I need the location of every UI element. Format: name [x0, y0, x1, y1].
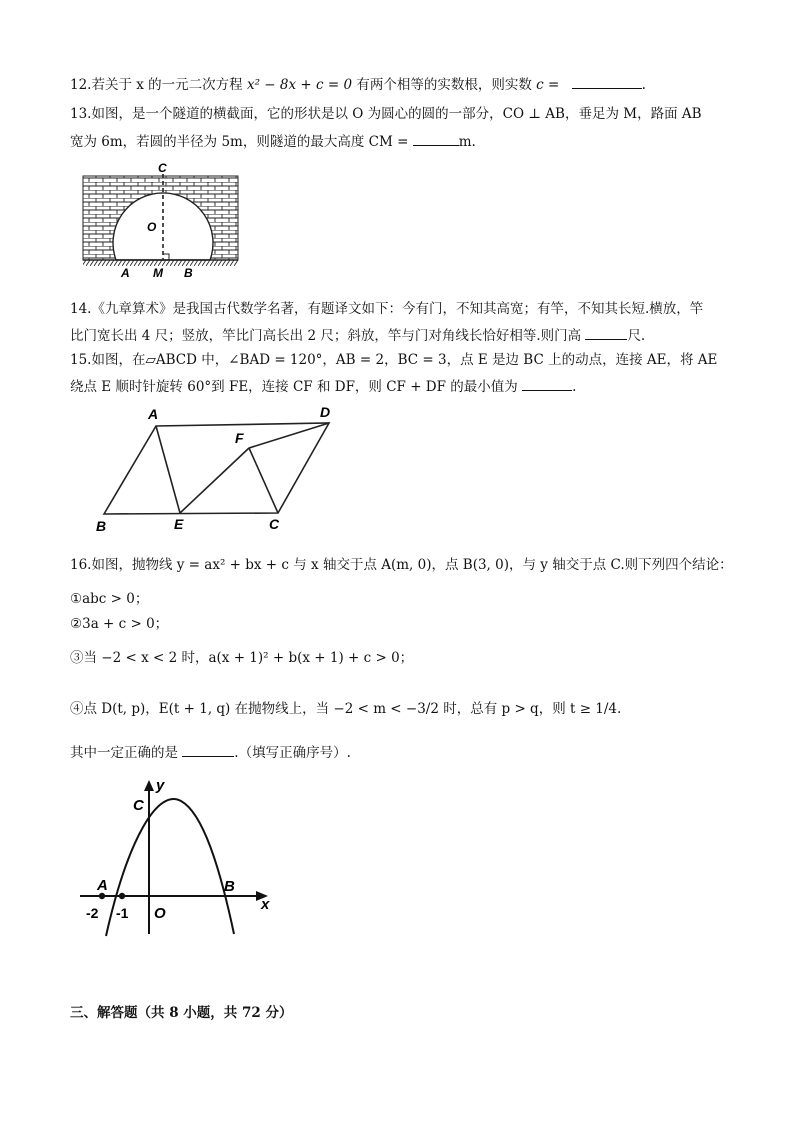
q14-answer-blank[interactable] — [585, 325, 627, 340]
label-M: M — [153, 266, 163, 280]
y-arrow-icon — [144, 780, 154, 791]
q13-line1: 13.如图，是一个隧道的横截面，它的形状是以 O 为圆心的圆的一部分，CO ⊥ AB，垂足为 M，路面 AB — [70, 106, 702, 122]
point-neg1 — [119, 893, 125, 899]
q12-line — [70, 74, 646, 95]
q16-conclusion-3: ③当 −2 < x < 2 时，a(x + 1)² + b(x + 1) + c > 0； — [70, 650, 414, 666]
label-neg1: -1 — [116, 905, 129, 921]
label-O: O — [154, 905, 166, 922]
q16-conclusion-1: ①abc > 0； — [70, 591, 149, 607]
segment-ef — [180, 448, 249, 513]
parallelogram-figure — [92, 400, 342, 540]
q12-equation: x² − 8x + c = 0 — [246, 77, 353, 93]
q12-suffix: 有两个相等的实数根，则实数 — [356, 77, 532, 93]
q13-line2a: 宽为 6m，若圆的半径为 5m，则隧道的最大高度 CM = — [70, 134, 409, 150]
q12-var: c = — [536, 77, 560, 93]
q15-line1: 15.如图，在▱ABCD 中，∠BAD = 120°，AB = 2，BC = 3，点 E 是边 BC 上的动点，连接 AE，将 AE — [70, 352, 718, 368]
q16-conclusion-2: ②3a + c > 0； — [70, 616, 169, 632]
q16-ask — [70, 742, 351, 763]
q16-conclusion-4: ④点 D(t, p)，E(t + 1, q) 在抛物线上，当 −2 < m < −3/2 时，总有 p > q，则 t ≥ 1/4. — [70, 701, 622, 717]
q13-line2 — [70, 131, 476, 152]
q16-intro: 16.如图，抛物线 y = ax² + bx + c 与 x 轴交于点 A(m, 0)，点 B(3, 0)，与 y 轴交于点 C.则下列四个结论： — [70, 557, 733, 573]
label-x: x — [261, 896, 270, 913]
label-B: B — [224, 878, 235, 895]
label-O: O — [147, 220, 157, 234]
q14-line1: 14.《九章算术》是我国古代数学名著，有题译文如下：今有门，不知其高宽；有竿，不知其长短.横放，竿 — [70, 301, 704, 317]
label-C: C — [133, 797, 144, 814]
label-C: C — [269, 516, 280, 532]
q14-line2b: 尺. — [627, 328, 646, 344]
label-B: B — [96, 518, 107, 534]
label-B: B — [184, 266, 193, 280]
q12-end: . — [641, 77, 646, 93]
q13-line2b: m. — [458, 134, 476, 150]
q16-ask-a: 其中一定正确的是 — [70, 745, 178, 761]
label-F: F — [235, 430, 244, 446]
parallelogram-abcd — [104, 423, 329, 514]
section-heading: 三、解答题（共 8 小题，共 72 分） — [70, 1005, 293, 1021]
label-C: C — [158, 161, 167, 175]
segment-ae — [156, 426, 180, 513]
label-A: A — [148, 406, 159, 422]
q16-answer-blank[interactable] — [182, 742, 234, 757]
tunnel-figure — [78, 158, 243, 280]
label-y: y — [156, 778, 165, 794]
q12-prefix: 12.若关于 x 的一元二次方程 — [70, 77, 243, 93]
q15-answer-blank[interactable] — [522, 376, 572, 391]
label-A: A — [121, 266, 130, 280]
label-D: D — [320, 404, 331, 420]
q15-line2a: 绕点 E 顺时针旋转 60°到 FE，连接 CF 和 DF，则 CF + DF 的最小值为 — [70, 379, 518, 395]
segment-cf — [249, 448, 278, 513]
label-neg2: -2 — [86, 905, 99, 921]
q15-line2b: . — [572, 379, 577, 395]
parabola-figure — [78, 778, 278, 938]
q15-line2 — [70, 376, 576, 397]
q12-answer-blank[interactable] — [572, 74, 642, 89]
label-E: E — [174, 516, 184, 532]
q16-ask-b: .（填写正确序号）. — [234, 745, 351, 761]
q14-line2a: 比门宽长出 4 尺；竖放，竿比门高长出 2 尺；斜放，竿与门对角线长恰好相等.则门高 — [70, 328, 582, 344]
q13-answer-blank[interactable] — [413, 131, 459, 146]
label-A: A — [97, 877, 108, 894]
q14-line2 — [70, 325, 645, 346]
